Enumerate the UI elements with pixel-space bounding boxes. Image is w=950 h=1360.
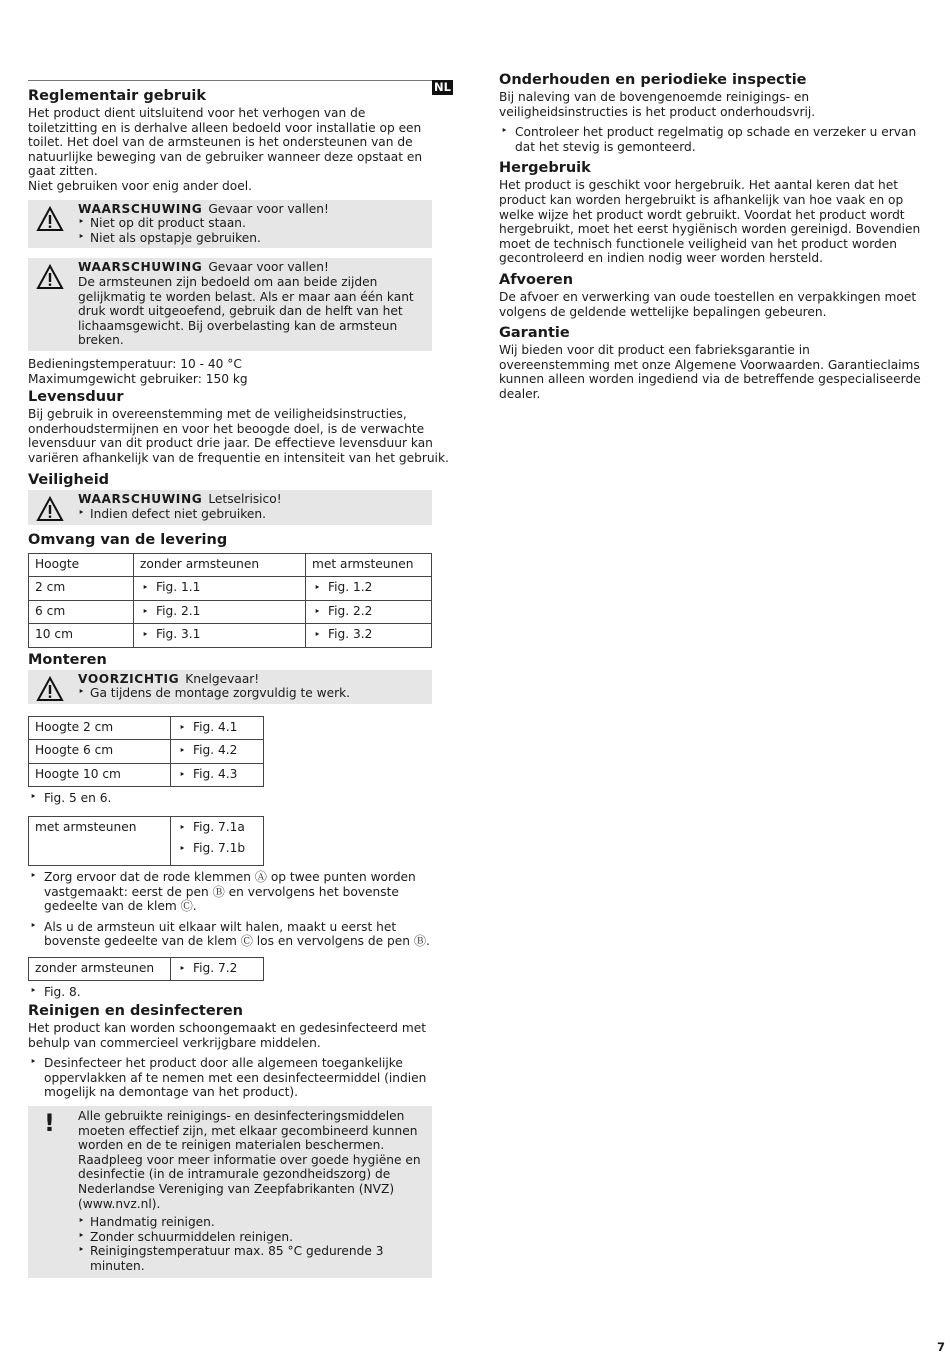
table-cell: met armsteunen [29,816,171,865]
warning-box-fall-1 [28,200,432,249]
warning-item: ‣ Indien defect niet gebruiken. [78,507,424,522]
cleaning-text: Het product kan worden schoongemaakt en gedesinfecteerd met behulp van commercieel verkrijgbare middelen. [28,1021,427,1050]
section-warranty [499,325,923,401]
warning-text: De armsteunen zijn bedoeld om aan beide zijden gelijkmatig te worden belast. Als er maar aan één kant druk wordt uitgeoefend, gebruik dan de helft van het lichaamsgewicht. Bij overbelasting kan de armsteun breken. [78,274,414,348]
maintenance-text: Bij naleving van de bovengenoemde reinigings- en veiligheidsinstructies is het product onderhoudsvrij. [499,90,816,119]
note-item: ‣ Reinigingstemperatuur max. 85 °C gedurende 3 minuten. [78,1244,424,1273]
table-cell: ‣ Fig. 7.2 [171,957,264,981]
section-lifespan [28,389,452,465]
heading-warranty: Garantie [499,325,570,342]
table-cell: ‣ Fig. 2.2 [306,600,432,624]
table-cell: ‣ Fig. 4.1 [171,716,264,740]
mount-step: ‣ Als u de armsteun uit elkaar wilt halen, maakt u eerst het bovenste gedeelte van de klem Ⓒ los en vervolgens de pen Ⓑ. [28,920,452,949]
table-row [29,816,264,865]
page-number: 7 [937,1340,946,1354]
maintenance-item: ‣ Controleer het product regelmatig op schade en verzeker u ervan dat het stevig is gemonteerd. [499,125,923,154]
caution-title: VOORZICHTIG Knelgevaar! [78,671,260,686]
table-cell: 10 cm [29,624,134,648]
operating-temperature: Bedieningstemperatuur: 10 - 40 °C [28,356,242,371]
table-row [29,957,264,981]
table-cell [171,816,264,865]
table-cell: ‣ Fig. 1.2 [306,577,432,601]
section-reuse [499,160,923,266]
section-safety [28,472,452,524]
armrest-table [28,816,264,866]
caution-item: ‣ Ga tijdens de montage zorgvuldig te werk. [78,686,424,701]
heading-cleaning: Reinigen en desinfecteren [28,1003,244,1019]
reuse-text: Het product is geschikt voor hergebruik. Het aantal keren dat het product kan worden hergebruikt is afhankelijk van hoe vaak en op welke wijze het product wordt gebruikt. Voordat het product wordt hergebruikt, moet het eerst hygiënisch worden gereinigd. Bovendien moet de technisch functionele veiligheid van het product worden gecontroleerd en indien nodig weer worden hersteld. [499,178,921,266]
section-disposal [499,272,923,319]
warning-triangle-icon [36,496,64,522]
section-intended-use [28,88,452,194]
disposal-text: De afvoer en verwerking van oude toestellen en verpakkingen moet volgens de geldende wettelijke bepalingen gebeuren. [499,289,917,319]
table-row [29,763,264,787]
no-armrest-table [28,957,264,982]
cleaning-step: ‣ Desinfecteer het product door alle algemeen toegankelijke oppervlakken af te nemen met een desinfecteermiddel (indien mogelijk na demontage van het product). [28,1056,452,1100]
table-cell: Hoogte 2 cm [29,716,171,740]
warning-box-fall-2 [28,258,432,351]
warning-title: WAARSCHUWING Letselrisico! [78,492,282,507]
table-cell: ‣ Fig. 3.1 [134,624,306,648]
table-header-row [29,553,432,577]
table-row [29,716,264,740]
heading-lifespan: Levensduur [28,389,124,406]
heading-maintenance: Onderhouden en periodieke inspectie [499,72,807,88]
note-item: ‣ Handmatig reinigen. [78,1215,424,1230]
fig-reference: ‣ Fig. 5 en 6. [28,791,452,806]
table-cell: 6 cm [29,600,134,624]
table-header-cell: zonder armsteunen [134,553,306,577]
table-row [29,740,264,764]
section-cleaning [28,1003,452,1278]
table-row [29,600,432,624]
heading-intended-use: Reglementair gebruik [28,88,207,104]
intended-use-text-2: Niet gebruiken voor enig ander doel. [28,178,252,193]
table-cell: ‣ Fig. 1.1 [134,577,306,601]
table-cell: ‣ Fig. 3.2 [306,624,432,648]
fig-reference: ‣ Fig. 7.1a [177,820,257,841]
table-cell: zonder armsteunen [29,957,171,981]
heading-safety: Veiligheid [28,472,110,489]
heading-reuse: Hergebruik [499,160,591,177]
scope-table [28,553,432,648]
heading-disposal: Afvoeren [499,271,574,288]
warning-triangle-icon [36,264,64,290]
language-badge: NL [434,80,451,94]
lifespan-text: Bij gebruik in overeenstemming met de veiligheidsinstructies, onderhoudstermijnen en voor het beoogde doel, is de verwachte levensduur van dit product drie jaar. De effectieve levensduur kan variëren afhankelijk van de frequentie en intensiteit van het gebruik. [28,407,449,465]
table-row [29,577,432,601]
note-box-disinfectants [28,1106,432,1278]
table-cell: ‣ Fig. 4.3 [171,763,264,787]
section-maintenance [499,72,923,154]
note-text: Alle gebruikte reinigings- en desinfecteringsmiddelen moeten effectief zijn, met elkaar gecombineerd kunnen worden en de te reinigen materialen beschermen. Raadpleeg voor meer informatie over goede hygiëne en desinfectie (in de intramurale gezondheidszorg) de Nederlandse Vereniging van Zeepfabrikanten (NVZ) (www.nvz.nl). [78,1108,421,1211]
table-row [29,624,432,648]
caution-box-pinch [28,670,432,704]
table-cell: ‣ Fig. 2.1 [134,600,306,624]
intended-use-text: Het product dient uitsluitend voor het verhogen van de toiletzitting en is derhalve alleen bedoeld voor installatie op een toilet. Het doel van de armsteunen is het ondersteunen van de natuurlijke beweging van de gebruiker wanneer deze opstaat en gaat zitten. [28,106,423,179]
table-cell: ‣ Fig. 4.2 [171,740,264,764]
warning-box-injury [28,490,432,524]
heading-scope-of-delivery: Omvang van de levering [28,531,228,548]
heading-mounting: Monteren [28,651,107,668]
table-header-cell: Hoogte [29,553,134,577]
warning-item: ‣ Niet als opstapje gebruiken. [78,231,424,246]
table-header-cell: met armsteunen [306,553,432,577]
right-column [499,70,923,402]
warranty-text: Wij bieden voor dit product een fabrieksgarantie in overeenstemming met onze Algemene Voorwaarden. Garantieclaims kunnen alleen worden ingediend via de betreffende gespecialiseerde dealer. [499,343,921,401]
table-cell: 2 cm [29,577,134,601]
fig-reference: ‣ Fig. 7.1b [177,841,257,862]
warning-triangle-icon [36,676,64,702]
height-table [28,716,264,788]
table-cell: Hoogte 6 cm [29,740,171,764]
warning-title: WAARSCHUWING Gevaar voor vallen! [78,201,329,216]
warning-triangle-icon [36,206,64,232]
warning-item: ‣ Niet op dit product staan. [78,216,424,231]
section-scope-of-delivery [28,532,452,648]
section-mounting [28,652,452,1000]
note-item: ‣ Zonder schuurmiddelen reinigen. [78,1230,424,1245]
warning-title: WAARSCHUWING Gevaar voor vallen! [78,260,329,275]
mount-step: ‣ Zorg ervoor dat de rode klemmen Ⓐ op twee punten worden vastgemaakt: eerst de pen Ⓑ en vervolgens het bovenste gedeelte van de klem Ⓒ. [28,870,452,914]
max-user-weight: Maximumgewicht gebruiker: 150 kg [28,371,248,386]
left-column [28,70,452,1278]
fig-reference: ‣ Fig. 8. [28,985,452,1000]
exclamation-icon: ! [44,1108,55,1137]
table-cell: Hoogte 10 cm [29,763,171,787]
